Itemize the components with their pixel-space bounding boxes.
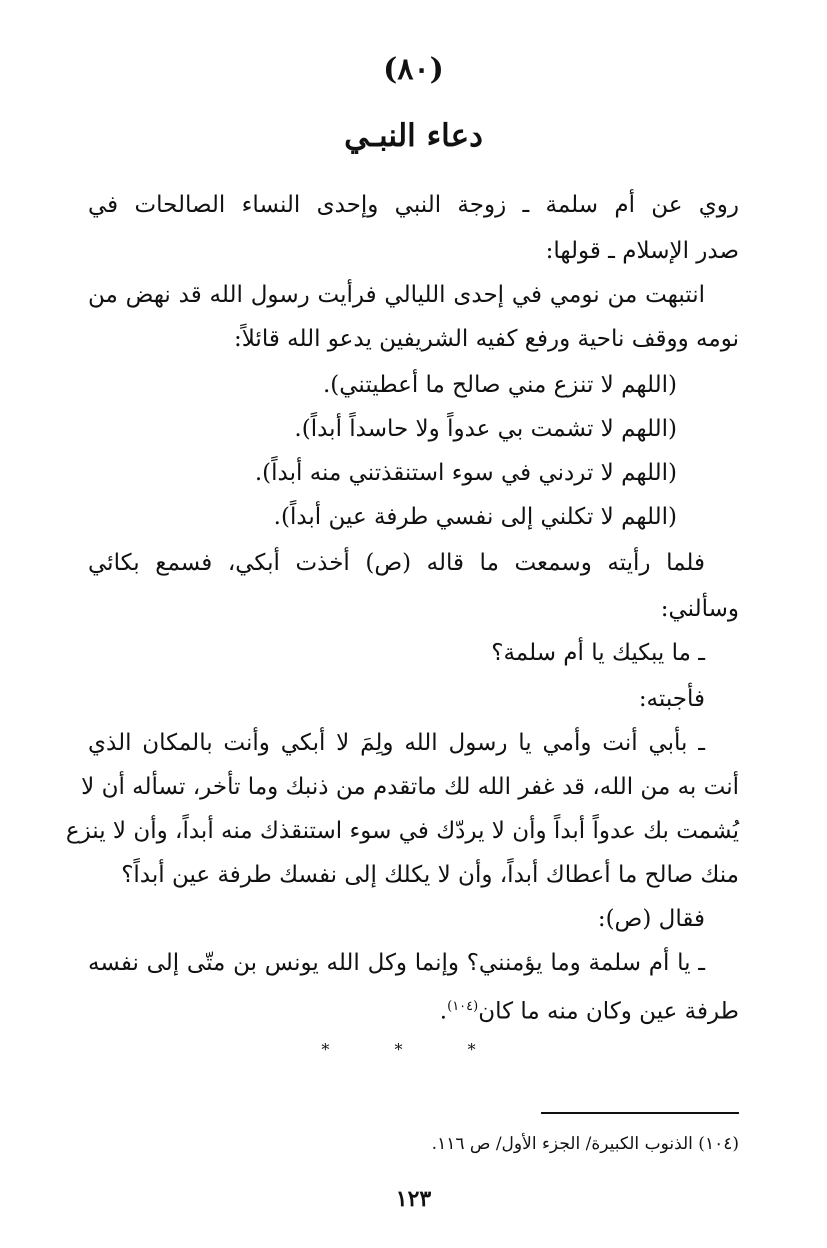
body-line-19-end: . bbox=[439, 998, 448, 1025]
footnote-divider bbox=[541, 1112, 739, 1114]
dialogue-line-2: فأجبته: bbox=[638, 686, 705, 712]
body-line-4: نومه ووقف ناحية ورفع كفيه الشريفين يدعو الله قائلاً: bbox=[233, 326, 739, 352]
dialogue-line-3: فقال (ص): bbox=[597, 906, 705, 932]
body-line-16: منك صالح ما أعطاك أبداً، وأن لا يكلك إلى نفسك طرفة عين أبداً؟ bbox=[121, 862, 739, 888]
body-line-10: وسألني: bbox=[660, 596, 739, 622]
footnote-reference: (١٠٤) bbox=[447, 999, 479, 1014]
body-line-9: فلما رأيته وسمعت ما قاله (ص) أخذت أبكي، فسمع بكائي bbox=[88, 550, 705, 576]
chapter-title: دعاء النبـي bbox=[344, 118, 483, 154]
body-line-15: يُشمت بك عدواً أبداً وأن لا يردّك في سوء استنقذك منه أبداً، وأن لا ينزع bbox=[65, 818, 739, 844]
body-line-18: ـ يا أم سلمة وما يؤمنني؟ وإنما وكل الله يونس بن متّى إلى نفسه bbox=[88, 950, 705, 976]
page-number: ١٢٣ bbox=[395, 1186, 432, 1212]
chapter-number: (٨٠) bbox=[383, 52, 444, 87]
dialogue-line-1: ـ ما يبكيك يا أم سلمة؟ bbox=[491, 640, 705, 666]
prayer-line-1: (اللهم لا تنزع مني صالح ما أعطيتني). bbox=[322, 372, 677, 398]
body-line-2: صدر الإسلام ـ قولها: bbox=[545, 238, 739, 264]
prayer-line-3: (اللهم لا تردني في سوء استنقذتني منه أبداً). bbox=[254, 460, 677, 486]
body-line-14: أنت به من الله، قد غفر الله لك ماتقدم من ذنبك وما تأخر، تسأله أن لا bbox=[81, 774, 739, 800]
body-line-1: روي عن أم سلمة ـ زوجة النبي وإحدى النساء الصالحات في bbox=[88, 192, 739, 218]
body-line-19 bbox=[88, 992, 739, 1027]
body-line-13: ـ بأبي أنت وأمي يا رسول الله ولِمَ لا أبكي وأنت بالمكان الذي bbox=[88, 730, 705, 756]
body-line-19-text: طرفة عين وكان منه ما كان bbox=[478, 998, 739, 1025]
prayer-line-4: (اللهم لا تكلني إلى نفسي طرفة عين أبداً). bbox=[273, 504, 677, 530]
prayer-line-2: (اللهم لا تشمت بي عدواً ولا حاسداً أبداً). bbox=[294, 416, 677, 442]
footnote: (١٠٤) الذنوب الكبيرة/ الجزء الأول/ ص ١١٦. bbox=[431, 1134, 739, 1154]
body-line-3: انتبهت من نومي في إحدى الليالي فرأيت رسول الله قد نهض من bbox=[88, 282, 705, 308]
section-ornament: * * * bbox=[321, 1040, 506, 1059]
